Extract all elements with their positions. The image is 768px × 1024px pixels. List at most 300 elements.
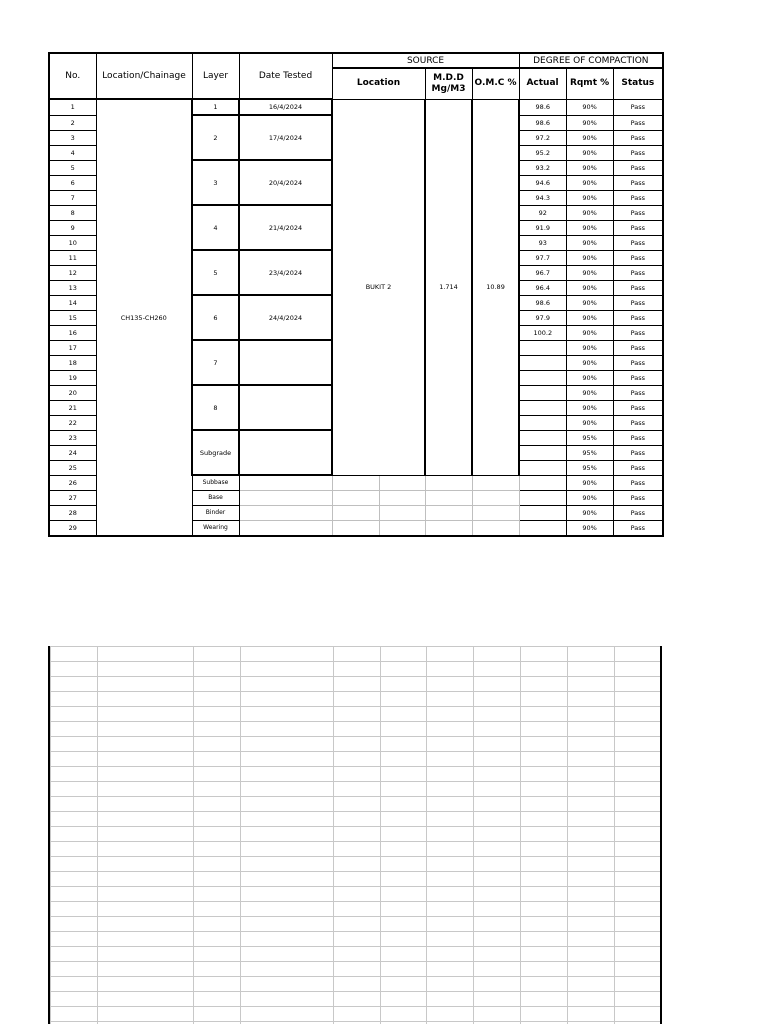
rqmt-cell: 90% <box>566 355 613 370</box>
blank-cell <box>98 827 194 842</box>
blank-cell <box>334 662 381 677</box>
blank-cell <box>98 902 194 917</box>
blank-cell <box>521 767 568 782</box>
compaction-table <box>48 52 664 537</box>
blank-cell <box>334 692 381 707</box>
blank-row <box>51 917 663 932</box>
blank-cell <box>334 827 381 842</box>
status-cell: Pass <box>613 250 663 265</box>
blank-cell <box>521 692 568 707</box>
blank-cell <box>334 917 381 932</box>
blank-cell <box>194 887 241 902</box>
blank-cell <box>615 737 663 752</box>
status-cell: Pass <box>613 130 663 145</box>
row-number: 5 <box>49 160 96 175</box>
actual-cell <box>519 506 566 521</box>
blank-cell <box>381 752 427 767</box>
status-cell: Pass <box>613 491 663 506</box>
blank-cell <box>474 872 521 887</box>
blank-cell <box>381 722 427 737</box>
row-number: 12 <box>49 265 96 280</box>
blank-cell <box>568 812 615 827</box>
blank-cell <box>381 857 427 872</box>
status-cell: Pass <box>613 430 663 445</box>
blank-cell <box>615 872 663 887</box>
omc-cell <box>472 491 519 506</box>
blank-cell <box>51 692 98 707</box>
blank-cell <box>568 767 615 782</box>
omc-cell <box>472 521 519 537</box>
blank-cell <box>427 857 474 872</box>
blank-cell <box>521 677 568 692</box>
blank-cell <box>51 887 98 902</box>
blank-row <box>51 692 663 707</box>
status-cell: Pass <box>613 475 663 491</box>
blank-cell <box>521 752 568 767</box>
blank-cell <box>521 647 568 662</box>
blank-cell <box>474 722 521 737</box>
date-tested-cell: 17/4/2024 <box>239 115 332 160</box>
blank-cell <box>521 1007 568 1022</box>
blank-cell <box>194 827 241 842</box>
rqmt-cell: 90% <box>566 415 613 430</box>
blank-cell <box>427 962 474 977</box>
layer-cell: 7 <box>192 340 239 385</box>
actual-cell: 93 <box>519 235 566 250</box>
blank-cell <box>521 857 568 872</box>
blank-cell <box>568 752 615 767</box>
row-number: 11 <box>49 250 96 265</box>
actual-cell <box>519 370 566 385</box>
blank-cell <box>568 872 615 887</box>
blank-cell <box>521 782 568 797</box>
status-cell: Pass <box>613 415 663 430</box>
blank-cell <box>241 782 334 797</box>
blank-cell <box>381 1007 427 1022</box>
blank-cell <box>194 812 241 827</box>
blank-grid <box>48 646 662 1024</box>
source-location-cell: BUKIT 2 <box>332 99 425 475</box>
blank-cell <box>98 782 194 797</box>
rqmt-cell: 95% <box>566 460 613 475</box>
blank-cell <box>521 887 568 902</box>
status-cell: Pass <box>613 385 663 400</box>
blank-row <box>51 707 663 722</box>
blank-cell <box>474 947 521 962</box>
blank-cell <box>194 767 241 782</box>
blank-cell <box>521 932 568 947</box>
date-tested-cell: 24/4/2024 <box>239 295 332 340</box>
source-location-cell <box>379 521 425 537</box>
blank-cell <box>427 917 474 932</box>
blank-cell <box>381 662 427 677</box>
blank-cell <box>334 857 381 872</box>
status-cell: Pass <box>613 265 663 280</box>
blank-cell <box>51 752 98 767</box>
source-location-cell <box>332 491 379 506</box>
header-source: SOURCE <box>332 53 519 68</box>
row-number: 3 <box>49 130 96 145</box>
blank-cell <box>615 767 663 782</box>
blank-cell <box>568 932 615 947</box>
blank-cell <box>615 677 663 692</box>
header-date-tested: Date Tested <box>239 53 332 99</box>
blank-cell <box>427 737 474 752</box>
blank-cell <box>615 722 663 737</box>
actual-cell <box>519 385 566 400</box>
blank-cell <box>427 1007 474 1022</box>
blank-cell <box>427 977 474 992</box>
blank-cell <box>474 707 521 722</box>
blank-row <box>51 662 663 677</box>
blank-cell <box>334 782 381 797</box>
date-tested-cell: 21/4/2024 <box>239 205 332 250</box>
actual-cell: 93.2 <box>519 160 566 175</box>
blank-cell <box>194 647 241 662</box>
status-cell: Pass <box>613 115 663 130</box>
row-number: 13 <box>49 280 96 295</box>
blank-cell <box>98 647 194 662</box>
blank-cell <box>241 722 334 737</box>
blank-cell <box>51 647 98 662</box>
actual-cell <box>519 340 566 355</box>
header-source-location: Location <box>332 68 425 99</box>
blank-cell <box>334 677 381 692</box>
source-location-cell <box>379 475 425 491</box>
blank-cell <box>381 797 427 812</box>
rqmt-cell: 90% <box>566 310 613 325</box>
blank-cell <box>615 752 663 767</box>
blank-cell <box>521 812 568 827</box>
blank-cell <box>381 647 427 662</box>
blank-cell <box>521 722 568 737</box>
blank-cell <box>334 812 381 827</box>
blank-cell <box>51 872 98 887</box>
blank-cell <box>615 857 663 872</box>
blank-cell <box>615 812 663 827</box>
blank-cell <box>568 722 615 737</box>
row-number: 21 <box>49 400 96 415</box>
blank-cell <box>521 992 568 1007</box>
blank-cell <box>568 842 615 857</box>
actual-cell: 97.2 <box>519 130 566 145</box>
blank-cell <box>427 842 474 857</box>
rqmt-cell: 90% <box>566 491 613 506</box>
layer-cell: Subbase <box>192 475 239 491</box>
date-tested-cell <box>239 475 332 491</box>
blank-cell <box>51 992 98 1007</box>
blank-cell <box>194 707 241 722</box>
blank-cell <box>98 707 194 722</box>
header-no: No. <box>49 53 96 99</box>
layer-cell: 8 <box>192 385 239 430</box>
blank-cell <box>194 857 241 872</box>
row-number: 25 <box>49 460 96 475</box>
rqmt-cell: 90% <box>566 160 613 175</box>
blank-row <box>51 782 663 797</box>
blank-cell <box>98 722 194 737</box>
blank-cell <box>51 917 98 932</box>
blank-cell <box>568 977 615 992</box>
blank-cell <box>334 872 381 887</box>
blank-cell <box>381 737 427 752</box>
status-cell: Pass <box>613 521 663 537</box>
blank-cell <box>194 722 241 737</box>
blank-cell <box>51 782 98 797</box>
blank-cell <box>615 992 663 1007</box>
omc-cell <box>472 506 519 521</box>
rqmt-cell: 90% <box>566 205 613 220</box>
blank-cell <box>334 947 381 962</box>
blank-cell <box>241 647 334 662</box>
mdd-cell <box>425 491 472 506</box>
row-number: 7 <box>49 190 96 205</box>
blank-cell <box>98 887 194 902</box>
blank-cell <box>521 947 568 962</box>
rqmt-cell: 90% <box>566 115 613 130</box>
blank-cell <box>98 812 194 827</box>
blank-cell <box>241 902 334 917</box>
omc-cell: 10.89 <box>472 99 519 475</box>
row-number: 28 <box>49 506 96 521</box>
blank-cell <box>334 992 381 1007</box>
blank-cell <box>194 947 241 962</box>
date-tested-cell: 23/4/2024 <box>239 250 332 295</box>
blank-cell <box>334 707 381 722</box>
blank-cell <box>334 902 381 917</box>
blank-cell <box>568 947 615 962</box>
layer-cell: 5 <box>192 250 239 295</box>
blank-cell <box>334 962 381 977</box>
blank-cell <box>98 947 194 962</box>
blank-cell <box>427 767 474 782</box>
blank-cell <box>427 872 474 887</box>
blank-row <box>51 647 663 662</box>
status-cell: Pass <box>613 235 663 250</box>
actual-cell: 97.7 <box>519 250 566 265</box>
status-cell: Pass <box>613 145 663 160</box>
blank-cell <box>381 917 427 932</box>
blank-cell <box>521 797 568 812</box>
blank-cell <box>568 917 615 932</box>
blank-cell <box>51 677 98 692</box>
blank-cell <box>98 917 194 932</box>
blank-cell <box>51 707 98 722</box>
status-cell: Pass <box>613 460 663 475</box>
blank-cell <box>98 992 194 1007</box>
blank-cell <box>615 902 663 917</box>
status-cell: Pass <box>613 295 663 310</box>
blank-cell <box>194 737 241 752</box>
blank-cell <box>568 677 615 692</box>
rqmt-cell: 90% <box>566 325 613 340</box>
row-number: 18 <box>49 355 96 370</box>
blank-row <box>51 887 663 902</box>
blank-cell <box>427 902 474 917</box>
blank-cell <box>568 782 615 797</box>
blank-cell <box>98 842 194 857</box>
row-number: 9 <box>49 220 96 235</box>
row-number: 27 <box>49 491 96 506</box>
blank-cell <box>474 857 521 872</box>
source-location-cell <box>379 491 425 506</box>
blank-cell <box>427 992 474 1007</box>
status-cell: Pass <box>613 310 663 325</box>
blank-cell <box>194 932 241 947</box>
blank-cell <box>427 722 474 737</box>
layer-cell: Binder <box>192 506 239 521</box>
actual-cell: 92 <box>519 205 566 220</box>
status-cell: Pass <box>613 175 663 190</box>
blank-cell <box>474 662 521 677</box>
blank-cell <box>427 887 474 902</box>
blank-row <box>51 842 663 857</box>
blank-cell <box>241 812 334 827</box>
source-location-cell <box>332 506 379 521</box>
layer-cell: Wearing <box>192 521 239 537</box>
rqmt-cell: 90% <box>566 340 613 355</box>
blank-cell <box>334 1007 381 1022</box>
status-cell: Pass <box>613 99 663 115</box>
blank-cell <box>568 902 615 917</box>
chainage-cell: CH135-CH260 <box>96 99 192 536</box>
blank-cell <box>615 797 663 812</box>
blank-cell <box>615 647 663 662</box>
blank-row <box>51 932 663 947</box>
blank-cell <box>427 707 474 722</box>
blank-row <box>51 992 663 1007</box>
blank-cell <box>474 782 521 797</box>
rqmt-cell: 95% <box>566 430 613 445</box>
omc-cell <box>472 475 519 491</box>
actual-cell: 96.4 <box>519 280 566 295</box>
blank-cell <box>194 1007 241 1022</box>
blank-cell <box>194 662 241 677</box>
blank-cell <box>241 662 334 677</box>
blank-row <box>51 977 663 992</box>
blank-cell <box>568 647 615 662</box>
blank-cell <box>474 797 521 812</box>
blank-cell <box>615 932 663 947</box>
rqmt-cell: 95% <box>566 445 613 460</box>
blank-cell <box>521 707 568 722</box>
blank-row <box>51 872 663 887</box>
date-tested-cell: 16/4/2024 <box>239 99 332 115</box>
row-number: 2 <box>49 115 96 130</box>
blank-cell <box>381 812 427 827</box>
header-rqmt: Rqmt % <box>566 68 613 99</box>
blank-cell <box>51 737 98 752</box>
rqmt-cell: 90% <box>566 130 613 145</box>
blank-cell <box>568 962 615 977</box>
status-cell: Pass <box>613 205 663 220</box>
blank-cell <box>98 752 194 767</box>
blank-cell <box>334 722 381 737</box>
blank-cell <box>474 977 521 992</box>
blank-row <box>51 722 663 737</box>
row-number: 8 <box>49 205 96 220</box>
actual-cell: 98.6 <box>519 295 566 310</box>
blank-cell <box>194 992 241 1007</box>
blank-cell <box>334 767 381 782</box>
blank-row <box>51 767 663 782</box>
header-omc: O.M.C % <box>472 68 519 99</box>
blank-cell <box>427 947 474 962</box>
blank-cell <box>241 1007 334 1022</box>
rqmt-cell: 90% <box>566 475 613 491</box>
blank-cell <box>334 842 381 857</box>
date-tested-cell <box>239 340 332 385</box>
blank-row <box>51 677 663 692</box>
header-degree-of-compaction: DEGREE OF COMPACTION <box>519 53 663 68</box>
blank-cell <box>98 1007 194 1022</box>
rqmt-cell: 90% <box>566 280 613 295</box>
blank-cell <box>474 917 521 932</box>
mdd-cell: 1.714 <box>425 99 472 475</box>
row-number: 10 <box>49 235 96 250</box>
row-number: 26 <box>49 475 96 491</box>
actual-cell: 98.6 <box>519 115 566 130</box>
blank-cell <box>615 692 663 707</box>
status-cell: Pass <box>613 400 663 415</box>
actual-cell <box>519 445 566 460</box>
blank-cell <box>615 887 663 902</box>
blank-cell <box>334 797 381 812</box>
blank-cell <box>615 962 663 977</box>
blank-cell <box>98 962 194 977</box>
source-location-cell <box>332 521 379 537</box>
status-cell: Pass <box>613 190 663 205</box>
blank-cell <box>194 782 241 797</box>
table-row <box>49 99 663 115</box>
date-tested-cell: 20/4/2024 <box>239 160 332 205</box>
blank-cell <box>521 872 568 887</box>
rqmt-cell: 90% <box>566 521 613 537</box>
blank-cell <box>427 797 474 812</box>
blank-cell <box>334 887 381 902</box>
blank-cell <box>194 752 241 767</box>
blank-cell <box>241 827 334 842</box>
blank-cell <box>568 737 615 752</box>
blank-cell <box>51 722 98 737</box>
blank-cell <box>241 797 334 812</box>
row-number: 23 <box>49 430 96 445</box>
blank-cell <box>51 797 98 812</box>
date-tested-cell <box>239 430 332 475</box>
blank-cell <box>474 962 521 977</box>
blank-cell <box>381 887 427 902</box>
blank-cell <box>568 857 615 872</box>
blank-cell <box>568 887 615 902</box>
blank-cell <box>51 857 98 872</box>
layer-cell: 1 <box>192 99 239 115</box>
blank-cell <box>474 842 521 857</box>
blank-row <box>51 947 663 962</box>
actual-cell <box>519 355 566 370</box>
blank-cell <box>427 782 474 797</box>
blank-cell <box>381 872 427 887</box>
blank-cell <box>381 767 427 782</box>
actual-cell: 94.3 <box>519 190 566 205</box>
blank-cell <box>98 662 194 677</box>
status-cell: Pass <box>613 280 663 295</box>
actual-cell <box>519 491 566 506</box>
blank-cell <box>381 827 427 842</box>
blank-row <box>51 827 663 842</box>
actual-cell: 97.9 <box>519 310 566 325</box>
actual-cell: 98.6 <box>519 99 566 115</box>
row-number: 22 <box>49 415 96 430</box>
